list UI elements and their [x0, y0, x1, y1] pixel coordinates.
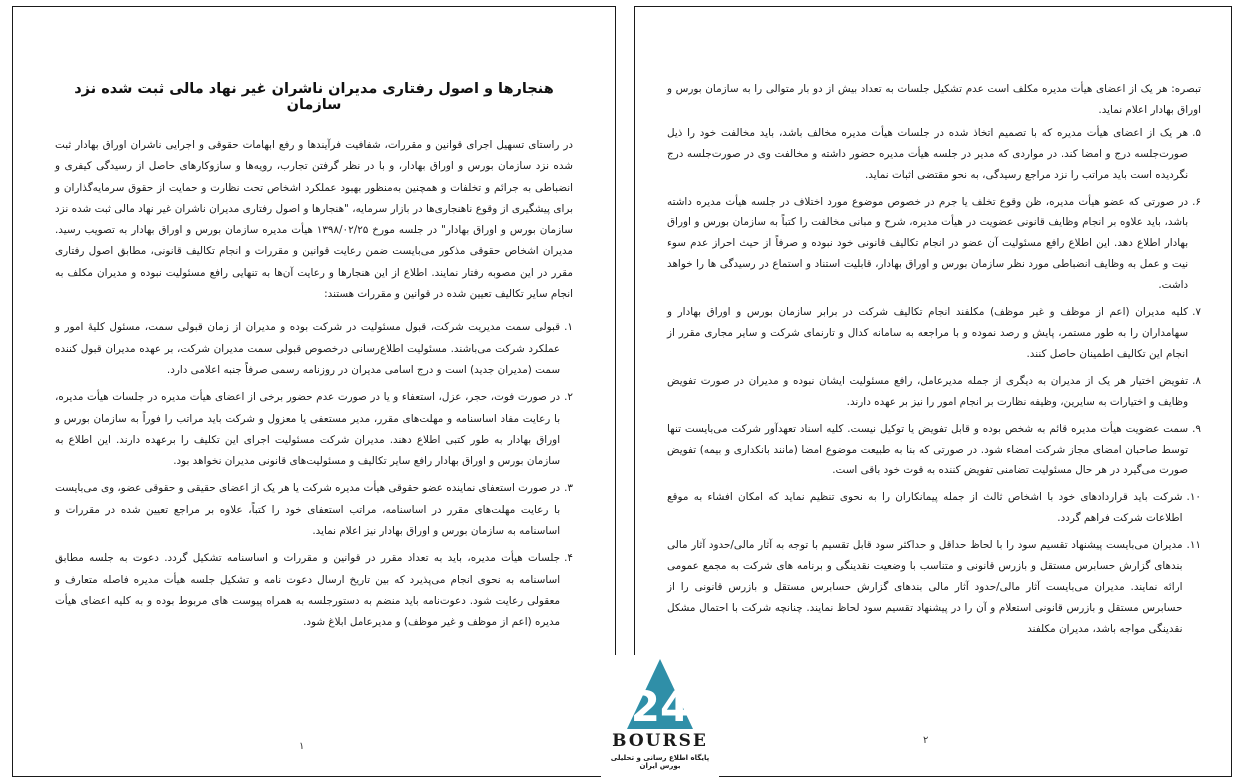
item-number: ۳.	[564, 482, 573, 495]
item-number: ۱۰.	[1186, 491, 1201, 504]
page-2-content	[667, 79, 1201, 646]
list-item	[55, 548, 573, 633]
page-number: ۱	[299, 741, 305, 752]
list-item	[55, 387, 573, 472]
logo-wordmark: BOURSE	[612, 731, 708, 751]
item-text: مدیران می‌بایست پیشنهاد تقسیم سود را با لحاظ حداقل و حداکثر سود قابل تقسیم با توجه به آثار مالی/حدود آثار مالی بندهای گزارش حسابرس مستقل و بازرس قانونی و متناسب با وضعیت نقدینگی و برنامه های شرکت به مجمع عمومی ارائه نمایند. مدیران می‌بایست آثار مالی/حدود آثار مالی بندهای گزارش حسابرس مستقل و بازرس قانونی را از حسابرس مستقل و بازرس قانونی استعلام و آن را در پیشنهاد تقسیم سود لحاظ نمایند. چنانچه شرکت با احتمال مشکل نقدینگی مواجه باشد، مدیران مکلفند	[667, 539, 1183, 635]
list-item	[55, 317, 573, 381]
item-text: سمت عضویت هیأت مدیره قائم به شخص بوده و قابل تفویض یا توکیل نیست. کلیه اسناد تعهدآور شرکت می‌بایست تنها توسط صاحبان امضای مجاز شرکت امضاء شود. در صورتی که بنا به طبیعت موضوع امضا (مانند بانکداری و بیمه) تفویض صورت می‌گیرد در هر حال مسئولیت تضامنی تفویض کننده به قوت خود باقی است.	[667, 422, 1189, 477]
list-item	[667, 419, 1201, 482]
note-paragraph: تبصره: هر یک از اعضای هیأت مدیره مکلف است عدم تشکیل جلسات به تعداد بیش از دو بار متوالی را به سازمان بورس و اوراق بهادار اعلام نماید.	[667, 83, 1201, 116]
item-text: در صورت استعفای نماینده عضو حقوقی هیأت مدیره شرکت یا هر یک از اعضای حقیقی و حقوقی عضو، وی می‌بایست با رعایت مهلت‌های مقرر در اساسنامه، مراتب استعفای خود را کتباً، علاوه بر مراجع تعیین شده در مقررات و اساسنامه به سازمان بورس و اوراق بهادار نیز اعلام نماید.	[55, 482, 561, 538]
item-number: ۵.	[1192, 126, 1201, 139]
list-item	[667, 192, 1201, 297]
svg-text:24: 24	[630, 682, 690, 731]
document-page-2	[634, 6, 1232, 777]
item-text: هر یک از اعضای هیأت مدیره که با تصمیم اتخاذ شده در جلسات هیأت مدیره مخالف باشد، باید مخالفت خود را ذیل صورت‌جلسه درج و امضا کند. در مواردی که مدیر در جلسه هیأت مدیره حضور داشته و مخالفت وی در صورت‌جلسه درج نگردیده است باید مراتب را نزد مراجع رسیدگی، به نحو مقتضی اثبات نماید.	[667, 126, 1189, 181]
list-item	[667, 487, 1201, 529]
page-number: ۲	[923, 735, 929, 746]
item-number: ۱.	[564, 321, 573, 334]
intro-paragraph: در راستای تسهیل اجرای قوانین و مقررات، شفافیت فرآیندها و رفع ابهامات حقوقی و اجرایی ناشران اوراق بهادار ثبت شده نزد سازمان بورس و اوراق بهادار، و با در نظر گرفتن تجارب، رویه‌ها و سازوکارهای حاصل از رسیدگی کیفری و انضباطی به جرائم و تخلفات و همچنین به‌منظور بهبود عملکرد اشخاص تحت نظارت و حمایت از حقوق سرمایه‌گذاران و برای پیشگیری از وقوع ناهنجاری‌ها در بازار سرمایه، "هنجارها و اصول رفتاری مدیران ناشران غیر نهاد مالی ثبت شده نزد سازمان بورس و اوراق بهادار" در جلسه مورخ ۱۳۹۸/۰۲/۲۵ هیأت مدیره سازمان بورس و اوراق بهادار به تصویب رسید. مدیران اشخاص حقوقی مذکور می‌بایست ضمن رعایت قوانین و مقررات و انجام تکالیف قانونی، مطابق اصول رفتاری مقرر در این مصوبه رفتار نمایند. اطلاع از این هنجارها و رعایت آن‌ها به تنهایی رافع مسئولیت نبوده و مدیران مکلف به انجام سایر تکالیف تعیین شده در قوانین و مقررات هستند:	[55, 139, 573, 301]
item-text: قبولی سمت مدیریت شرکت، قبول مسئولیت در شرکت بوده و مدیران از زمان قبولی سمت، مسئول کلیهٔ امور و عملکرد شرکت می‌باشند. مسئولیت اطلاع‌رسانی درخصوص قبولی سمت مدیران شرکت، بر عهده مدیران قبول کننده سمت (مدیران جدید) است و درج اسامی مدیران در روزنامه رسمی صرفاً جنبه اعلامی دارد.	[55, 321, 561, 376]
list-item	[667, 123, 1201, 186]
item-number: ۹.	[1192, 422, 1201, 435]
item-number: ۷.	[1192, 306, 1201, 319]
bourse-logo	[601, 655, 719, 777]
item-number: ۶.	[1192, 195, 1201, 208]
item-text: شرکت باید قراردادهای خود با اشخاص ثالث از جمله پیمانکاران را به نحوی تنظیم نماید که امکان افشاء به موقع اطلاعات شرکت فراهم گردد.	[667, 491, 1183, 525]
item-number: ۱۱.	[1186, 539, 1201, 552]
page-title: هنجارها و اصول رفتاری مدیران ناشران غیر نهاد مالی ثبت شده نزد سازمان	[74, 81, 554, 113]
document-page-1	[12, 6, 616, 777]
list-item	[55, 478, 573, 542]
item-text: کلیه مدیران (اعم از موظف و غیر موظف) مکلفند انجام تکالیف شرکت در برابر سازمان بورس و اوراق بهادار و سهامداران را به طور مستمر، پایش و رصد نموده و با مراجعه به سامانه کدال و تارنمای شرکت و سایر مجاری مقرر از انجام این تکالیف اطمینان حاصل کنند.	[667, 306, 1189, 360]
item-number: ۸.	[1192, 374, 1201, 387]
list-item	[667, 371, 1201, 413]
item-text: در صورت فوت، حجر، عزل، استعفاء و یا در صورت عدم حضور برخی از اعضای هیأت مدیره در جلسات هیأت مدیره، با رعایت مفاد اساسنامه و مهلت‌های مقرر، مدیر مستعفی یا معزول و شرکت باید مراتب را فوراً به سازمان بورس و اوراق بهادار به طور کتبی اطلاع دهند. مدیران شرکت مسئولیت اجرای این تکلیف را برعهده دارند. این اطلاع به سازمان بورس و اوراق بهادار رافع سایر تکالیف و مسئولیت‌های قانونی مدیران نخواهد بود.	[55, 391, 561, 468]
logo-tagline: پایگاه اطلاع رسانی و تحلیلی بورس ایران	[610, 754, 710, 770]
item-text: جلسات هیأت مدیره، باید به تعداد مقرر در قوانین و مقررات و اساسنامه تشکیل گردد. دعوت به جلسه مطابق اساسنامه به نحوی انجام می‌پذیرد که بین تاریخ ارسال دعوت نامه و تشکیل جلسه هیأت مدیره فاصله متعارف و معقولی رعایت شود. دعوت‌نامه باید منضم به دستورجلسه به همراه پیوست های مربوط بوده و به کلیه اعضای هیأت مدیره (اعم از موظف و غیر موظف) و مدیرعامل ابلاغ شود.	[55, 552, 561, 629]
page-1-content	[55, 135, 573, 640]
item-number: ۴.	[564, 552, 573, 565]
item-number: ۲.	[564, 391, 573, 404]
list-item	[667, 535, 1201, 640]
list-item	[667, 302, 1201, 365]
item-text: در صورتی که عضو هیأت مدیره، ظن وقوع تخلف یا جرم در خصوص موضوع مورد اختلاف در جلسه هیأت مدیره داشته باشد، باید علاوه بر انجام وظایف قانونی عضویت در هیأت مدیره، شرح و مبانی مخالفت را کتباً به سازمان بورس و اوراق بهادار اطلاع دهد. این اطلاع رافع مسئولیت آن عضو در انجام تکالیف قانونی خود نبوده و صرفاً از حیث احراز عدم سوء نیت و عمل به وظایف انضباطی مورد نظر سازمان بورس و اوراق بهادار، قابلیت استناد و استماع در رسیدگی ها را خواهد داشت.	[667, 195, 1189, 292]
item-text: تفویض اختیار هر یک از مدیران به دیگری از جمله مدیرعامل، رافع مسئولیت ایشان نبوده و مدیران در صورت تفویض وظایف و اختیارات به سایرین، وظیفه نظارت بر انجام امور را نیز بر عهده دارند.	[667, 374, 1189, 408]
logo-mark-icon	[625, 657, 695, 731]
